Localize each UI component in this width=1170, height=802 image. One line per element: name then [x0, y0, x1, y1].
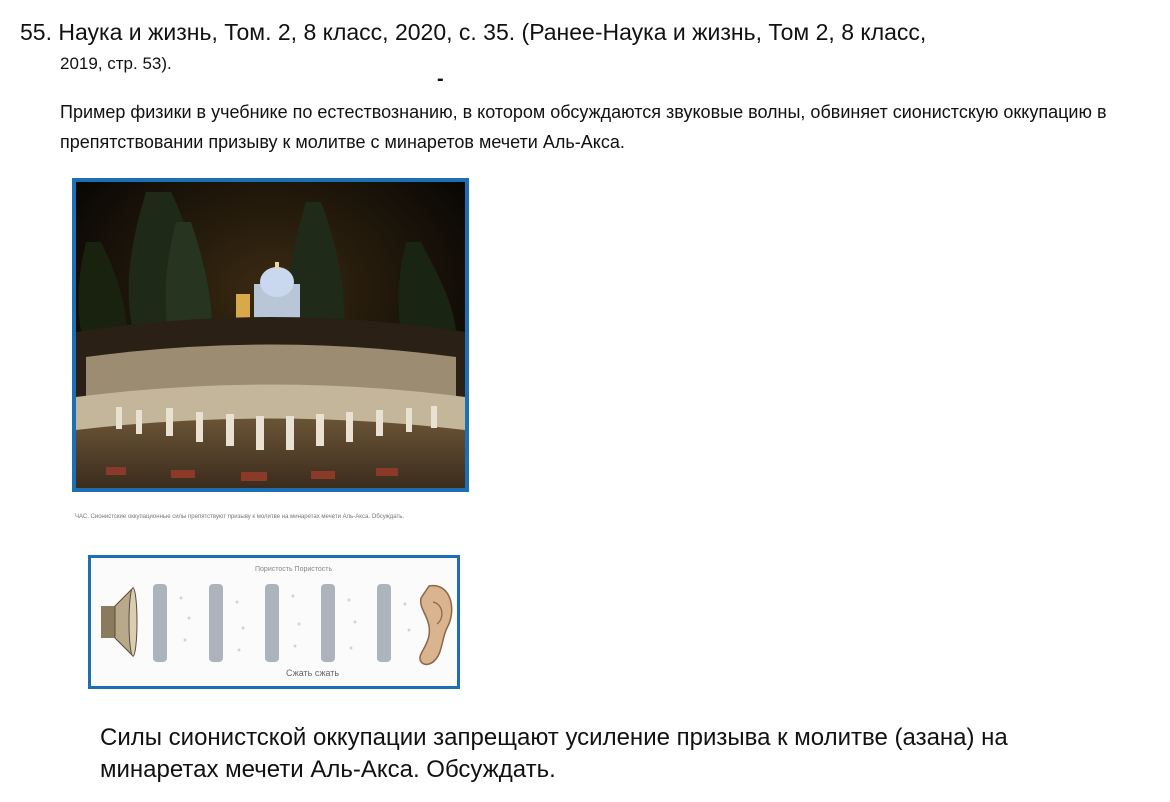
prayer-crowd-illustration [76, 182, 465, 488]
sound-wave-illustration [91, 558, 457, 686]
diagram-label-rarefaction: Пористость Пористость [255, 566, 333, 573]
speaker-icon [101, 588, 137, 656]
mosque-prayer-photo [72, 178, 469, 492]
ear-icon [420, 586, 452, 665]
sound-wave-diagram [88, 555, 460, 689]
dash-mark: - [437, 68, 444, 90]
diagram-label-compression: Сжать сжать [286, 668, 340, 678]
textbook-reference-heading: 55. Наука и жизнь, Том. 2, 8 класс, 2020, с. 35. (Ранее-Наука и жизнь, Том 2, 8 класс, [20, 19, 927, 45]
textbook-reference-year: 2019, стр. 53). [60, 54, 172, 73]
bottom-statement: Силы сионистской оккупации запрещают усиление призыва к молитве (азана) на минаретах мечети Аль-Акса. Обсуждать. [100, 724, 1008, 783]
photo-caption: ЧАС. Сионистские оккупационные силы препятствуют призыву к молитве на минаретах мечети Аль-Акса. Обсуждать. [75, 514, 405, 520]
summary-paragraph: Пример физики в учебнике по естествознанию, в котором обсуждаются звуковые волны, обвиняет сионистскую оккупацию в препятствовании призыву к молитве с минаретов мечети Аль-Акса. [60, 102, 1107, 152]
